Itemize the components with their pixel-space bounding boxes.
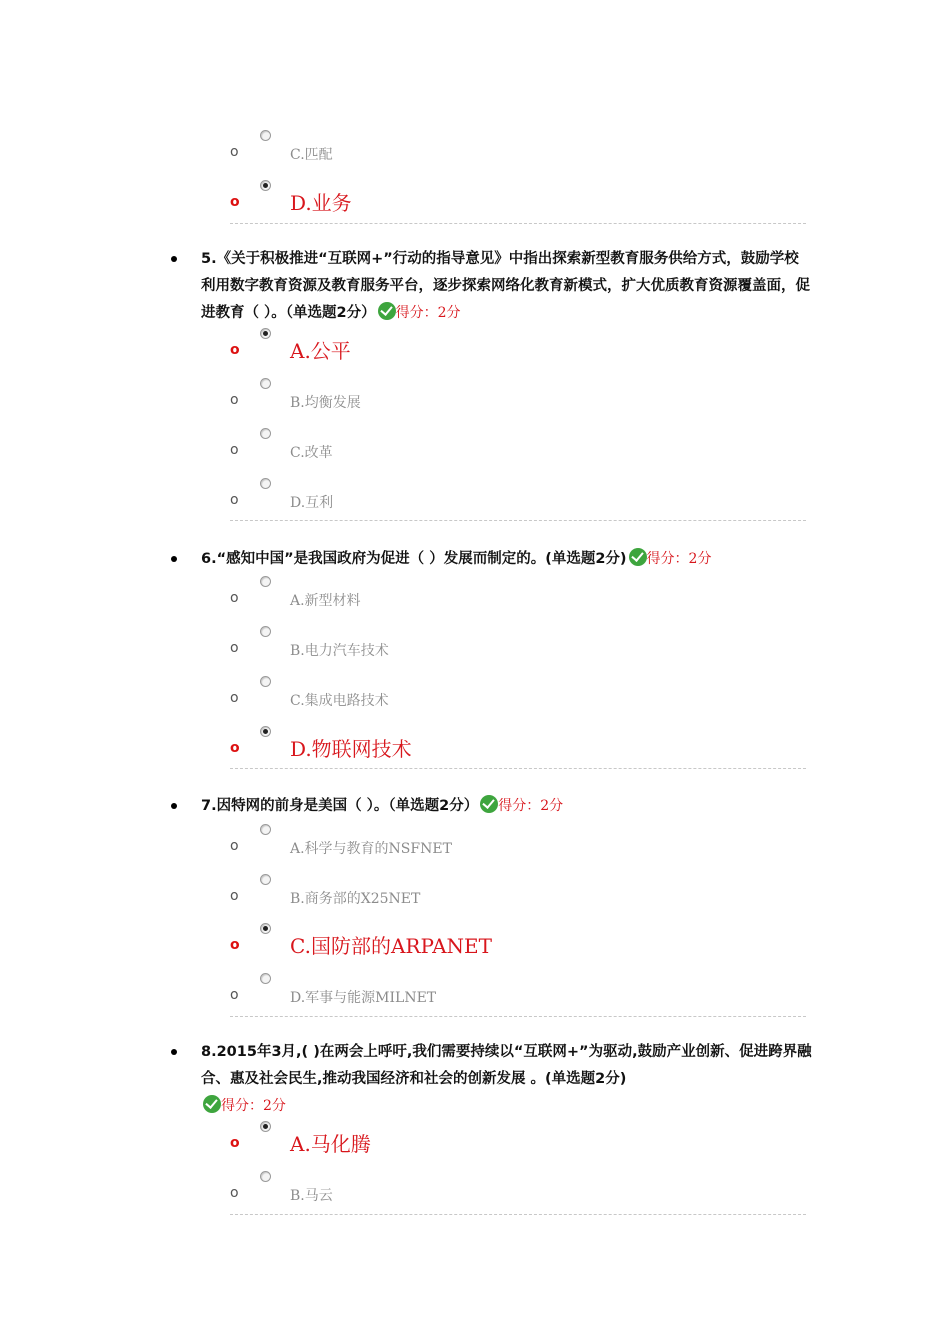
q8-option-b[interactable]	[0, 1171, 950, 1211]
option-label-selected: A.马化腾	[290, 1132, 371, 1156]
list-bullet: o	[230, 194, 240, 210]
option-label: C.集成电路技术	[290, 693, 389, 709]
bullet-dot	[171, 556, 177, 562]
question-text	[201, 246, 813, 327]
bullet-dot	[171, 803, 177, 809]
question-prompt: 6.“感知中国”是我国政府为促进（ ）发展而制定的。(单选题2分)	[201, 551, 627, 567]
question-text	[201, 1039, 813, 1120]
q4-option-d[interactable]	[0, 180, 950, 220]
q4-option-c[interactable]	[0, 130, 950, 170]
list-bullet: o	[230, 492, 239, 508]
option-label-selected: A.公平	[290, 339, 351, 363]
radio-checked-icon[interactable]	[260, 180, 271, 191]
list-bullet: o	[230, 342, 240, 358]
list-bullet: o	[230, 144, 239, 160]
q7-option-c[interactable]	[0, 923, 950, 963]
list-bullet: o	[230, 888, 239, 904]
radio-unchecked-icon[interactable]	[260, 478, 271, 489]
question-prompt: 8.2015年3月,( )在两会上呼吁,我们需要持续以“互联网+”为驱动,鼓励产业创新、促进跨界融合、惠及社会民生,推动我国经济和社会的创新发展 。(单选题2分)	[201, 1044, 812, 1087]
question-prompt: 7.因特网的前身是美国（ ）。（单选题2分）	[201, 798, 479, 814]
q8-option-a[interactable]	[0, 1121, 950, 1161]
radio-checked-icon[interactable]	[260, 726, 271, 737]
radio-unchecked-icon[interactable]	[260, 676, 271, 687]
q7-option-a[interactable]	[0, 824, 950, 864]
option-label-selected: D.物联网技术	[290, 737, 412, 761]
option-label: B.马云	[290, 1188, 333, 1204]
option-label: C.改革	[290, 445, 333, 461]
list-bullet: o	[230, 740, 240, 756]
list-bullet: o	[230, 1135, 240, 1151]
radio-checked-icon[interactable]	[260, 328, 271, 339]
q6-option-d[interactable]	[0, 726, 950, 766]
radio-checked-icon[interactable]	[260, 923, 271, 934]
divider	[230, 1214, 806, 1215]
divider	[230, 223, 806, 224]
check-circle-icon	[629, 548, 647, 566]
score-label: 得分：2分	[395, 305, 461, 321]
divider	[230, 768, 806, 769]
radio-unchecked-icon[interactable]	[260, 378, 271, 389]
list-bullet: o	[230, 1185, 239, 1201]
list-bullet: o	[230, 987, 239, 1003]
radio-unchecked-icon[interactable]	[260, 130, 271, 141]
option-label: A.科学与教育的NSFNET	[290, 841, 452, 857]
radio-unchecked-icon[interactable]	[260, 428, 271, 439]
q5-option-b[interactable]	[0, 378, 950, 418]
q7-option-d[interactable]	[0, 973, 950, 1013]
radio-unchecked-icon[interactable]	[260, 576, 271, 587]
q5-option-c[interactable]	[0, 428, 950, 468]
option-label-selected: C.国防部的ARPANET	[290, 934, 492, 958]
list-bullet: o	[230, 442, 239, 458]
list-bullet: o	[230, 690, 239, 706]
divider	[230, 1016, 806, 1017]
check-circle-icon	[480, 795, 498, 813]
radio-unchecked-icon[interactable]	[260, 973, 271, 984]
radio-unchecked-icon[interactable]	[260, 874, 271, 885]
score-label: 得分：2分	[646, 551, 712, 567]
q7-option-b[interactable]	[0, 874, 950, 914]
score-label: 得分：2分	[498, 798, 564, 814]
list-bullet: o	[230, 838, 239, 854]
list-bullet: o	[230, 937, 240, 953]
question-text	[201, 546, 813, 573]
radio-unchecked-icon[interactable]	[260, 626, 271, 637]
option-label: C.匹配	[290, 147, 333, 163]
list-bullet: o	[230, 392, 239, 408]
check-circle-icon	[203, 1095, 221, 1113]
option-label: B.电力汽车技术	[290, 643, 389, 659]
option-label-selected: D.业务	[290, 191, 352, 215]
option-label: B.商务部的X25NET	[290, 891, 421, 907]
q6-option-c[interactable]	[0, 676, 950, 716]
radio-unchecked-icon[interactable]	[260, 1171, 271, 1182]
q5-option-d[interactable]	[0, 478, 950, 518]
option-label: D.军事与能源MILNET	[290, 990, 437, 1006]
option-label: B.均衡发展	[290, 395, 361, 411]
score-label: 得分：2分	[221, 1098, 286, 1114]
option-label: A.新型材料	[290, 593, 361, 609]
bullet-dot	[171, 256, 177, 262]
list-bullet: o	[230, 640, 239, 656]
question-text	[201, 793, 813, 820]
list-bullet: o	[230, 590, 239, 606]
q5-option-a[interactable]	[0, 328, 950, 368]
radio-unchecked-icon[interactable]	[260, 824, 271, 835]
option-label: D.互利	[290, 495, 334, 511]
radio-checked-icon[interactable]	[260, 1121, 271, 1132]
q6-option-a[interactable]	[0, 576, 950, 616]
check-circle-icon	[378, 302, 396, 320]
divider	[230, 520, 806, 521]
q6-option-b[interactable]	[0, 626, 950, 666]
bullet-dot	[171, 1049, 177, 1055]
question-prompt: 5.《关于积极推进“互联网+”行动的指导意见》中指出探索新型教育服务供给方式，鼓励学校利用数字教育资源及教育服务平台，逐步探索网络化教育新模式，扩大优质教育资源覆盖面，促进教育（ ）。（单选题2分）	[201, 251, 810, 321]
